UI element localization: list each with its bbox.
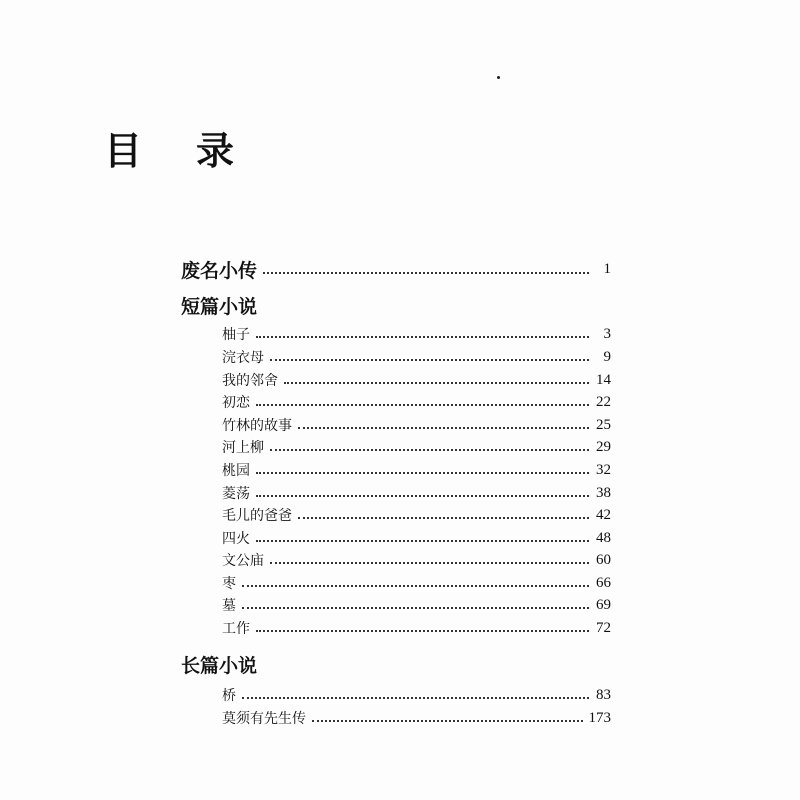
- toc-item[interactable]: [222, 323, 611, 345]
- title-char-2: 录: [196, 129, 237, 173]
- section-heading: 长篇小说: [181, 655, 258, 677]
- dot-leader: [256, 495, 589, 497]
- toc-item-page: 32: [596, 461, 611, 478]
- toc-item-label: 浣衣母: [222, 350, 264, 366]
- dot-leader: [242, 585, 589, 587]
- toc-item[interactable]: [222, 527, 611, 549]
- toc-item-page: 3: [603, 325, 611, 342]
- toc-entry-label: 废名小传: [181, 260, 258, 282]
- toc-item-label: 枣: [222, 576, 236, 592]
- toc-item[interactable]: [222, 436, 611, 458]
- toc-item[interactable]: [222, 369, 611, 391]
- toc-item[interactable]: [222, 414, 611, 436]
- dot-leader: [298, 517, 589, 519]
- toc-item-label: 文公庙: [222, 553, 264, 569]
- toc-item-page: 60: [596, 551, 611, 568]
- toc-item-label: 菱荡: [222, 486, 250, 502]
- toc-item-page: 173: [588, 709, 611, 726]
- toc-item-label: 四火: [222, 531, 250, 547]
- ink-speck: [497, 76, 500, 79]
- toc-item-label: 竹林的故事: [222, 418, 292, 434]
- title-char-1: 目: [104, 129, 145, 173]
- dot-leader: [270, 359, 589, 361]
- toc-item[interactable]: [222, 617, 611, 639]
- toc-item-page: 48: [596, 529, 611, 546]
- toc-item-label: 我的邻舍: [222, 373, 278, 389]
- dot-leader: [256, 404, 589, 406]
- dot-leader: [284, 382, 589, 384]
- toc-item[interactable]: [222, 482, 611, 504]
- toc-item[interactable]: [222, 572, 611, 594]
- toc-item-label: 墓: [222, 598, 236, 614]
- toc-item-page: 38: [596, 484, 611, 501]
- dot-leader: [256, 540, 589, 542]
- toc-item-page: 42: [596, 506, 611, 523]
- toc-item-label: 莫须有先生传: [222, 711, 306, 727]
- section-heading: 短篇小说: [181, 296, 258, 318]
- dot-leader: [270, 562, 589, 564]
- toc-item[interactable]: [222, 549, 611, 571]
- dot-leader: [256, 630, 589, 632]
- toc-item-page: 83: [596, 686, 611, 703]
- toc-item-label: 桃园: [222, 463, 250, 479]
- dot-leader: [256, 472, 589, 474]
- toc-item-label: 河上柳: [222, 440, 264, 456]
- toc-item-page: 29: [596, 438, 611, 455]
- toc-item[interactable]: [222, 504, 611, 526]
- dot-leader: [256, 336, 589, 338]
- toc-entry-page: 1: [603, 261, 611, 277]
- toc-item[interactable]: [222, 346, 611, 368]
- dot-leader: [242, 697, 589, 699]
- toc-item[interactable]: [222, 391, 611, 413]
- dot-leader: [312, 720, 583, 722]
- toc-item-label: 柚子: [222, 327, 250, 343]
- toc-item-page: 25: [596, 416, 611, 433]
- toc-item-page: 22: [596, 393, 611, 410]
- toc-item-page: 9: [603, 348, 611, 365]
- toc-item-page: 72: [596, 619, 611, 636]
- dot-leader: [263, 272, 589, 274]
- toc-item-label: 毛儿的爸爸: [222, 508, 292, 524]
- dot-leader: [298, 427, 589, 429]
- toc-item-page: 66: [596, 574, 611, 591]
- toc-item-label: 工作: [222, 621, 250, 637]
- dot-leader: [270, 449, 589, 451]
- toc-item[interactable]: [222, 684, 611, 706]
- dot-leader: [242, 607, 589, 609]
- toc-item-page: 14: [596, 371, 611, 388]
- page-title: [104, 120, 236, 175]
- toc-item-label: 桥: [222, 688, 236, 704]
- toc-entry-top[interactable]: [181, 256, 611, 283]
- toc-item[interactable]: [222, 459, 611, 481]
- toc-item-label: 初恋: [222, 395, 250, 411]
- toc-item[interactable]: [222, 594, 611, 616]
- toc-item[interactable]: [222, 707, 611, 729]
- toc-item-page: 69: [596, 596, 611, 613]
